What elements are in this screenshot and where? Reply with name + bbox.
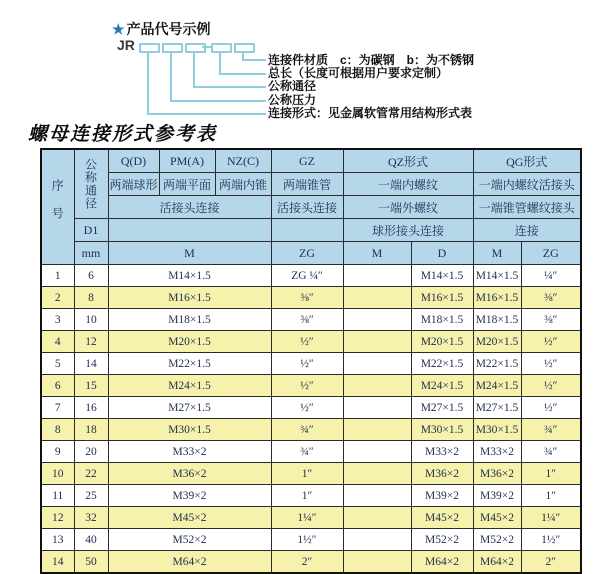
cell-qz_d: M36×2: [411, 463, 473, 485]
cell-m: M64×2: [108, 551, 271, 574]
cell-qg_zg: ½″: [521, 375, 581, 397]
cell-qz_m: [343, 507, 411, 529]
cell-qg_m: M24×1.5: [473, 375, 521, 397]
cell-m: M18×1.5: [108, 309, 271, 331]
code-label-material: 连接件材质 c：为碳钢 b：为不锈钢: [268, 53, 475, 67]
code-box-3: [185, 43, 206, 53]
cell-qg_m: M22×1.5: [473, 353, 521, 375]
header-gz-sub: 两端锥管: [271, 173, 343, 196]
connector-line: [219, 51, 221, 74]
cell-qg_zg: ⅜″: [521, 287, 581, 309]
cell-no: 6: [41, 375, 74, 397]
cell-qg_zg: ½″: [521, 397, 581, 419]
diagram-heading: [112, 19, 211, 39]
cell-mm: 25: [74, 485, 108, 507]
header-row-4: [41, 219, 581, 242]
header-qg-sub1: 一端内螺纹活接头: [473, 173, 581, 196]
cell-m: M20×1.5: [108, 331, 271, 353]
cell-no: 8: [41, 419, 74, 441]
cell-qz_m: [343, 309, 411, 331]
cell-qz_m: [343, 397, 411, 419]
table-row: [41, 529, 581, 551]
cell-qg_m: M33×2: [473, 441, 521, 463]
cell-qg_m: M16×1.5: [473, 287, 521, 309]
header-pm: PM(A): [159, 149, 215, 173]
cell-qz_m: [343, 375, 411, 397]
cell-qz_m: [343, 463, 411, 485]
header-row-3: [41, 196, 581, 219]
cell-qg_zg: ½″: [521, 331, 581, 353]
cell-no: 13: [41, 529, 74, 551]
cell-qz_m: [343, 353, 411, 375]
cell-mm: 16: [74, 397, 108, 419]
header-col-m-qz: M: [343, 242, 411, 265]
code-label-length: 总长（长度可根据用户要求定制）: [268, 66, 449, 80]
diagram-heading-text: 产品代号示例: [126, 21, 211, 37]
cell-qg_zg: ¾″: [521, 441, 581, 463]
header-union-conn-left: 活接头连接: [108, 196, 271, 219]
cell-qz_d: M39×2: [411, 485, 473, 507]
cell-zg: 1″: [271, 485, 343, 507]
cell-qg_m: M45×2: [473, 507, 521, 529]
header-row-5: [41, 242, 581, 265]
cell-qz_m: [343, 331, 411, 353]
header-qg-sub2: 一端锥管螺纹接头: [473, 196, 581, 219]
cell-no: 2: [41, 287, 74, 309]
table-row: [41, 463, 581, 485]
cell-qg_zg: ¼″: [521, 265, 581, 287]
header-qd: Q(D): [108, 149, 159, 173]
header-qd-sub: 两端球形: [108, 173, 159, 196]
cell-m: M27×1.5: [108, 397, 271, 419]
cell-qg_m: M20×1.5: [473, 331, 521, 353]
header-qg: QG形式: [473, 149, 581, 173]
cell-no: 1: [41, 265, 74, 287]
cell-mm: 22: [74, 463, 108, 485]
cell-zg: ¾″: [271, 419, 343, 441]
table-header: [41, 149, 581, 265]
cell-m: M45×2: [108, 507, 271, 529]
cell-qg_m: M64×2: [473, 551, 521, 574]
cell-zg: ⅜″: [271, 309, 343, 331]
header-col-m-main: M: [108, 242, 271, 265]
cell-no: 14: [41, 551, 74, 574]
code-label-pressure: 公称压力: [268, 93, 317, 107]
header-qz: QZ形式: [343, 149, 473, 173]
header-qz-sub2: 一端外螺纹: [343, 196, 473, 219]
cell-m: M36×2: [108, 463, 271, 485]
cell-qg_m: M27×1.5: [473, 397, 521, 419]
cell-qz_d: M52×2: [411, 529, 473, 551]
cell-no: 4: [41, 331, 74, 353]
table-body: [41, 265, 581, 574]
cell-qz_m: [343, 419, 411, 441]
cell-mm: 8: [74, 287, 108, 309]
cell-qg_zg: ½″: [521, 353, 581, 375]
header-qg-conn: 连接: [473, 219, 581, 242]
cell-zg: 1″: [271, 463, 343, 485]
cell-qg_zg: 1¼″: [521, 507, 581, 529]
cell-zg: ½″: [271, 397, 343, 419]
cell-qz_m: [343, 265, 411, 287]
cell-mm: 6: [74, 265, 108, 287]
cell-qz_m: [343, 441, 411, 463]
connector-line: [170, 51, 172, 101]
table-title: 螺母连接形式参考表: [28, 123, 218, 145]
header-row-1: [41, 149, 581, 173]
code-box-5: [234, 43, 255, 53]
cell-qz_d: M22×1.5: [411, 353, 473, 375]
cell-qz_m: [343, 485, 411, 507]
code-prefix: JR: [117, 37, 135, 53]
cell-m: M24×1.5: [108, 375, 271, 397]
empty-cell: [108, 219, 271, 242]
cell-zg: 1¼″: [271, 507, 343, 529]
cell-m: M14×1.5: [108, 265, 271, 287]
cell-qz_m: [343, 551, 411, 574]
star-icon: ★: [112, 21, 125, 37]
header-seq: 序号: [41, 149, 74, 265]
cell-m: M52×2: [108, 529, 271, 551]
cell-qg_m: M14×1.5: [473, 265, 521, 287]
header-mm: mm: [74, 242, 108, 265]
header-nz-sub: 两端内锥: [215, 173, 271, 196]
table-row: [41, 485, 581, 507]
cell-qz_d: M33×2: [411, 441, 473, 463]
table-row: [41, 441, 581, 463]
cell-m: M39×2: [108, 485, 271, 507]
table-row: [41, 375, 581, 397]
nut-connection-table: [40, 148, 582, 574]
header-col-zg-gz: ZG: [271, 242, 343, 265]
cell-zg: ½″: [271, 375, 343, 397]
code-box-1: [139, 43, 160, 53]
cell-qg_zg: 1″: [521, 463, 581, 485]
header-row-2: [41, 173, 581, 196]
cell-no: 7: [41, 397, 74, 419]
cell-no: 11: [41, 485, 74, 507]
table-row: [41, 353, 581, 375]
cell-qg_zg: 1″: [521, 485, 581, 507]
cell-zg: ½″: [271, 331, 343, 353]
cell-m: M16×1.5: [108, 287, 271, 309]
header-nz: NZ(C): [215, 149, 271, 173]
cell-qg_zg: 1½″: [521, 529, 581, 551]
cell-mm: 40: [74, 529, 108, 551]
cell-zg: 2″: [271, 551, 343, 574]
table-row: [41, 551, 581, 574]
cell-qz_d: M27×1.5: [411, 397, 473, 419]
cell-no: 9: [41, 441, 74, 463]
connector-line: [147, 51, 149, 114]
cell-qg_m: M30×1.5: [473, 419, 521, 441]
cell-mm: 32: [74, 507, 108, 529]
cell-qg_m: M18×1.5: [473, 309, 521, 331]
empty-cell: [271, 219, 343, 242]
table-row: [41, 507, 581, 529]
header-gz: GZ: [271, 149, 343, 173]
table-row: [41, 265, 581, 287]
cell-mm: 10: [74, 309, 108, 331]
cell-zg: ⅜″: [271, 287, 343, 309]
connector-line: [219, 73, 266, 75]
cell-qz_m: [343, 287, 411, 309]
header-col-m-qg: M: [473, 242, 521, 265]
cell-no: 5: [41, 353, 74, 375]
cell-mm: 15: [74, 375, 108, 397]
cell-no: 12: [41, 507, 74, 529]
table-row: [41, 331, 581, 353]
cell-qz_d: M14×1.5: [411, 265, 473, 287]
cell-mm: 50: [74, 551, 108, 574]
cell-mm: 20: [74, 441, 108, 463]
cell-mm: 14: [74, 353, 108, 375]
table-row: [41, 419, 581, 441]
cell-zg: ZG ¼″: [271, 265, 343, 287]
cell-qz_d: M30×1.5: [411, 419, 473, 441]
cell-qz_d: M16×1.5: [411, 287, 473, 309]
header-col-zg-qg: ZG: [521, 242, 581, 265]
header-union-conn-gz: 活接头连接: [271, 196, 343, 219]
code-dash: [202, 46, 211, 48]
header-qz-conn: 球形接头连接: [343, 219, 473, 242]
header-col-d-qz: D: [411, 242, 473, 265]
cell-qz_d: M24×1.5: [411, 375, 473, 397]
cell-qg_m: M36×2: [473, 463, 521, 485]
cell-qg_zg: ¾″: [521, 419, 581, 441]
connector-line: [147, 113, 266, 115]
cell-zg: 1½″: [271, 529, 343, 551]
header-diameter: 公称通径: [74, 149, 108, 219]
header-d1: D1: [74, 219, 108, 242]
header-qz-sub1: 一端内螺纹: [343, 173, 473, 196]
cell-qz_d: M18×1.5: [411, 309, 473, 331]
connector-line: [242, 59, 266, 61]
cell-qz_m: [343, 529, 411, 551]
cell-qz_d: M20×1.5: [411, 331, 473, 353]
table-row: [41, 309, 581, 331]
code-box-2: [162, 43, 183, 53]
cell-m: M22×1.5: [108, 353, 271, 375]
code-label-diameter: 公称通径: [268, 79, 317, 93]
cell-mm: 18: [74, 419, 108, 441]
cell-mm: 12: [74, 331, 108, 353]
table-row: [41, 287, 581, 309]
connector-line: [193, 86, 266, 88]
connector-line: [193, 51, 195, 87]
cell-m: M30×1.5: [108, 419, 271, 441]
cell-zg: ¾″: [271, 441, 343, 463]
cell-qg_m: M39×2: [473, 485, 521, 507]
table-row: [41, 397, 581, 419]
cell-no: 10: [41, 463, 74, 485]
code-box-4: [211, 43, 232, 53]
cell-zg: ½″: [271, 353, 343, 375]
cell-qg_zg: 2″: [521, 551, 581, 574]
cell-no: 3: [41, 309, 74, 331]
code-label-conn-form: 连接形式：见金属软管常用结构形式表: [268, 106, 473, 120]
cell-qz_d: M64×2: [411, 551, 473, 574]
cell-qz_d: M45×2: [411, 507, 473, 529]
cell-qg_m: M52×2: [473, 529, 521, 551]
header-pm-sub: 两端平面: [159, 173, 215, 196]
connector-line: [170, 100, 266, 102]
cell-qg_zg: ⅜″: [521, 309, 581, 331]
cell-m: M33×2: [108, 441, 271, 463]
